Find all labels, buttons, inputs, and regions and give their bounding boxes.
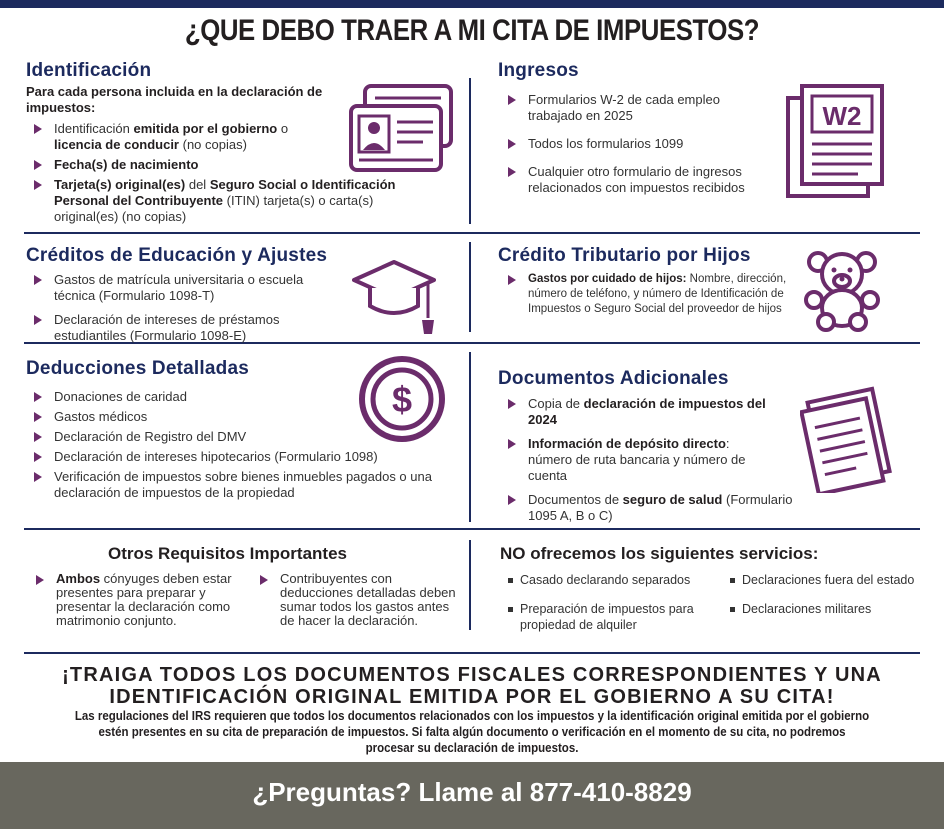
divider-horizontal-4	[24, 652, 920, 654]
list-item: Donaciones de caridad	[30, 389, 440, 405]
no-ofrecemos-list-2	[728, 572, 928, 617]
divider-horizontal-3	[24, 528, 920, 530]
divider-horizontal-1	[24, 232, 920, 234]
list-item: Declaración de Registro del DMV	[30, 429, 440, 445]
identificacion-heading: Identificación	[26, 60, 152, 81]
list-item: Preparación de impuestos para propiedad de alquiler	[506, 601, 716, 633]
list-item: Casado declarando separados	[506, 572, 716, 588]
list-item: Todos los formularios 1099	[504, 136, 774, 152]
top-bar	[0, 0, 944, 8]
educacion-heading: Créditos de Educación y Ajustes	[26, 245, 328, 266]
list-item: Tarjeta(s) original(es) del Seguro Social o Identificación Personal del Contribuyente (ITIN) tarjeta(s) o carta(s) original(es) (no copias)	[30, 177, 420, 225]
no-ofrecemos-list-1	[506, 572, 716, 633]
list-item: Cualquier otro formulario de ingresos relacionados con impuestos recibidos	[504, 164, 774, 196]
cta-text: ¡TRAIGA TODOS LOS DOCUMENTOS FISCALES CORRESPONDIENTES Y UNA IDENTIFICACIÓN ORIGINAL EMITIDA POR EL GOBIERNO A SU CITA!	[62, 664, 882, 708]
divider-vertical-3	[469, 352, 471, 522]
list-item: Fecha(s) de nacimiento	[30, 157, 430, 173]
list-item: Verificación de impuestos sobre bienes inmuebles pagados o una declaración de impuestos de la propiedad	[30, 469, 440, 501]
dollar-coin-icon	[358, 355, 446, 443]
list-item: Declaraciones militares	[728, 601, 928, 617]
deducciones-heading: Deducciones Detalladas	[26, 358, 249, 379]
hijos-heading: Crédito Tributario por Hijos	[498, 245, 751, 266]
identificacion-intro: Para cada persona incluida en la declaración de impuestos:	[26, 84, 323, 115]
list-item: Contribuyentes con deducciones detalladas deben sumar todos los gastos antes de hacer la declaración.	[256, 572, 466, 628]
adicionales-list	[504, 396, 794, 528]
list-item: Copia de declaración de impuestos del 2024	[504, 396, 794, 428]
page-title: ¿QUE DEBO TRAER A MI CITA DE IMPUESTOS?	[184, 14, 760, 47]
list-item: Documentos de seguro de salud (Formulario 1095 A, B o C)	[504, 492, 794, 524]
list-item: Ambos cónyuges deben estar presentes para preparar y presentar la declaración como matrimonio conjunto.	[32, 572, 252, 628]
list-item: Gastos por cuidado de hijos: Nombre, dirección, número de teléfono, y número de Identificación de Impuestos o Seguro Social del proveedor de hijos	[504, 272, 794, 317]
list-item: Declaración de intereses de préstamos estudiantiles (Formulario 1098-E)	[30, 312, 340, 344]
w2-form-icon	[782, 82, 892, 202]
otros-list-2	[256, 572, 466, 632]
ingresos-heading: Ingresos	[498, 60, 579, 81]
irs-note: Las regulaciones del IRS requieren que todos los documentos relacionados con los impuestos y la identificación original emitida por el gobierno estén presentes en su cita de preparación de impuestos. Si falta algún documento o verificación en el momento de su cita, no podremos procesar su declaración de impuestos.	[74, 709, 870, 755]
otros-list-1	[32, 572, 252, 632]
svg-text:W2: W2	[822, 101, 862, 131]
adicionales-heading: Documentos Adicionales	[498, 368, 729, 389]
divider-vertical-1	[469, 78, 471, 224]
list-item: Identificación emitida por el gobierno o licencia de conducir (no copias)	[30, 121, 310, 153]
documents-icon	[800, 385, 896, 493]
divider-vertical-2	[469, 242, 471, 332]
teddy-bear-icon	[804, 248, 880, 332]
list-item: Formularios W-2 de cada empleo trabajado en 2025	[504, 92, 774, 124]
list-item: Gastos de matrícula universitaria o escuela técnica (Formulario 1098-T)	[30, 272, 340, 304]
otros-heading: Otros Requisitos Importantes	[108, 544, 347, 563]
phone-line: ¿Preguntas? Llame al 877-410-8829	[252, 777, 692, 807]
id-card-icon	[345, 80, 455, 180]
divider-vertical-4	[469, 540, 471, 630]
ingresos-list	[504, 92, 774, 200]
hijos-list	[504, 272, 794, 321]
no-ofrecemos-heading: NO ofrecemos los siguientes servicios:	[500, 544, 819, 563]
list-item: Información de depósito directo: número de ruta bancaria y número de cuenta	[504, 436, 774, 484]
graduation-cap-icon	[352, 258, 436, 338]
list-item: Declaraciones fuera del estado	[728, 572, 928, 588]
svg-text:$: $	[391, 379, 413, 420]
educacion-list	[30, 272, 340, 348]
list-item: Gastos médicos	[30, 409, 440, 425]
list-item: Declaración de intereses hipotecarios (Formulario 1098)	[30, 449, 440, 465]
